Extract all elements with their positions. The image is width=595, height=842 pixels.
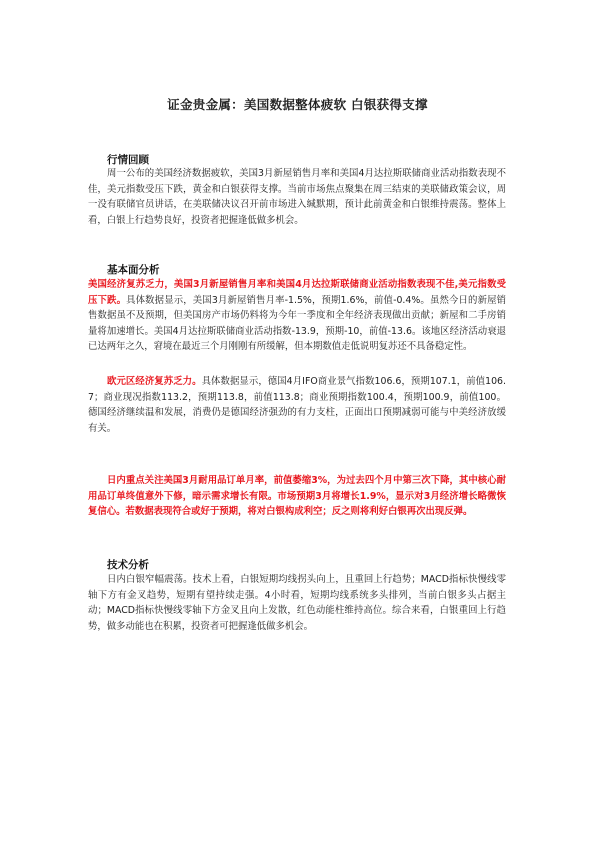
text-eurozone: 具体数据显示，德国4月IFO商业景气指数106.6，预期107.1，前值106.7；商业现况指数113.2，预期113.8，前值113.8；商业预期指数100.4，预期100.9，前值100。德国经济继续温和发展，消费仍是德国经济强劲的有力支柱，正面出口预期减弱可能与中美经济放缓有关。 <box>88 376 506 434</box>
paragraph-technical-analysis: 日内白银窄幅震荡。技术上看，白银短期均线拐头向上，且重回上行趋势；MACD指标快慢线零轴下方有金叉趋势，短期有望持续走强。4小时看，短期均线系统多头排列，当前白银多头占据主动；MACD指标快慢线零轴下方金叉且向上发散，红色动能柱维持高位。综合来看，白银重回上行趋势，做多动能也在积累，投资者可把握逢低做多机会。 <box>88 574 506 632</box>
heading-market-review: 行情回顾 <box>107 154 149 166</box>
paragraph-durable-goods: 日内重点关注美国3月耐用品订单月率，前值萎缩3%，为过去四个月中第三次下降，其中核心耐用品订单终值意外下修，暗示需求增长有限。市场预期3月将增长1.9%，显示对3月经济增长略微恢复信心。若数据表现符合或好于预期，将对白银构成利空；反之则将利好白银再次出现反弹。 <box>88 475 506 518</box>
document-title: 证金贵金属：美国数据整体疲软 白银获得支撑 <box>167 97 428 112</box>
paragraph-market-review: 周一公布的美国经济数据疲软，美国3月新屋销售月率和美国4月达拉斯联储商业活动指数表现不佳，美元指数受压下跌，黄金和白银获得支撑。当前市场焦点聚集在周三结束的美联储政策会议，周一没有联储官员讲话，在美联储决议召开前市场进入缄默期，预计此前黄金和白银维持震荡。整体上看，白银上行趋势良好，投资者把握逢低做多机会。 <box>88 168 506 226</box>
highlight-us-economy: 美国经济复苏乏力，美国3月新屋销售月率和美国4月达拉斯联储商业活动指数表现不佳,美元指数受压下跌。 <box>88 279 506 306</box>
paragraph-eurozone <box>88 374 506 436</box>
highlight-eurozone: 欧元区经济复苏乏力。 <box>107 376 202 387</box>
text-us-economy: 具体数据显示，美国3月新屋销售月率-1.5%，预期1.6%，前值-0.4%。虽然今日的新屋销售数据虽不及预期，但美国房产市场仍料将为今年一季度和全年经济表现做出贡献；新屋和二手房销量将加速增长。美国4月达拉斯联储商业活动指数-13.9，预期-10，前值-13.6。该地区经济活动衰退已达两年之久，窘境在最近三个月刚刚有所缓解，但本期数值走低说明复苏还不具备稳定性。 <box>88 294 506 353</box>
heading-technical-analysis: 技术分析 <box>107 559 149 571</box>
paragraph-us-economy <box>88 277 506 355</box>
heading-fundamental-analysis: 基本面分析 <box>107 264 160 276</box>
